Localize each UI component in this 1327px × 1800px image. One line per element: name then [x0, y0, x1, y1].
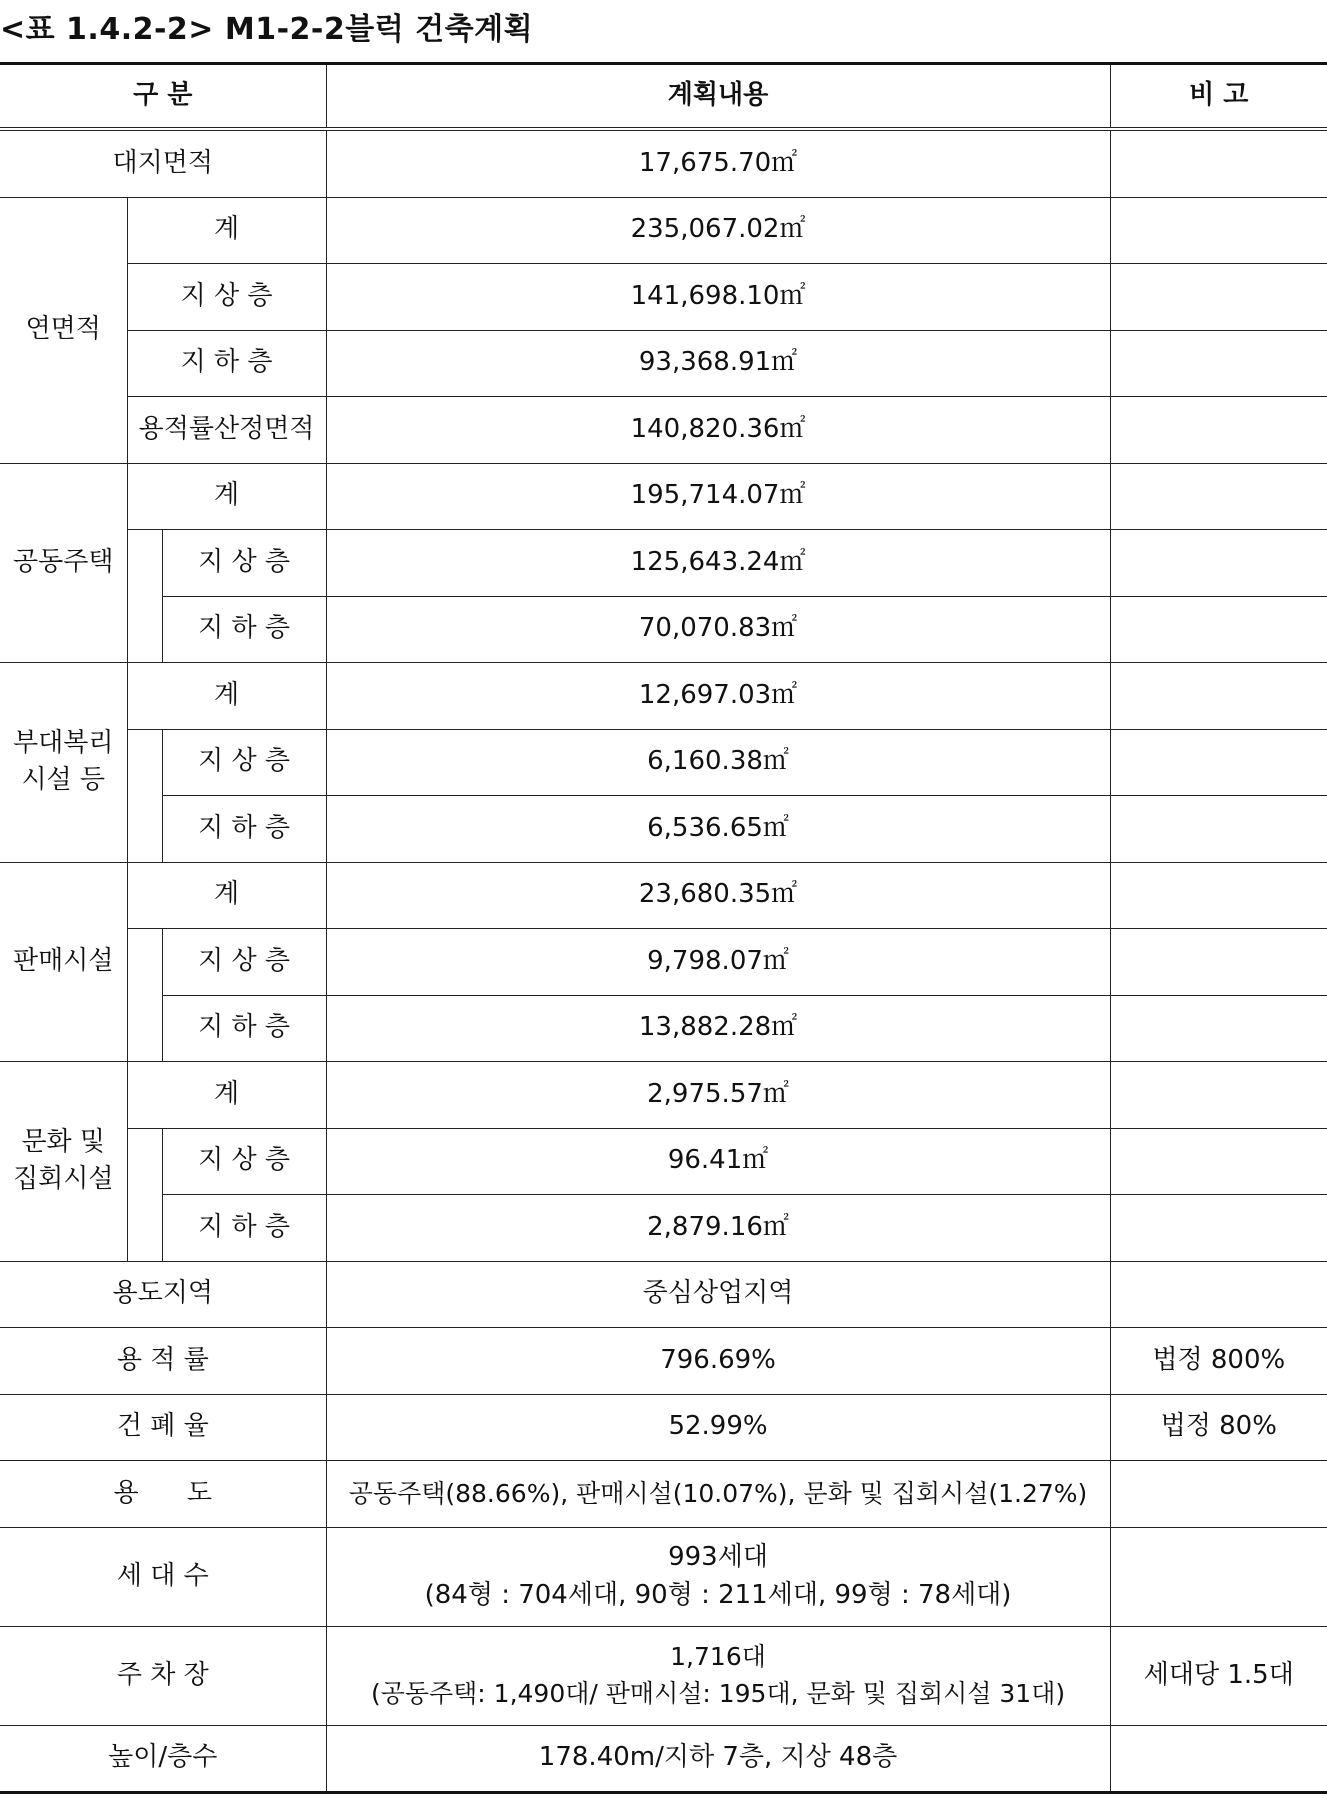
remark-cell	[1110, 796, 1327, 863]
sub-label: 계	[127, 197, 326, 264]
table-row	[0, 929, 1327, 996]
table-row	[0, 1527, 1327, 1626]
parking-line1: 1,716대	[670, 1642, 766, 1672]
culture-below: 2,879.16㎡	[326, 1195, 1110, 1262]
table-row	[0, 397, 1327, 464]
height-value: 178.40m/지하 7층, 지상 48층	[326, 1725, 1110, 1793]
table-row	[0, 1128, 1327, 1195]
table-row	[0, 1328, 1327, 1395]
floor-area-label: 연면적	[0, 197, 127, 463]
retail-total: 23,680.35㎡	[326, 862, 1110, 929]
zoning-value: 중심상업지역	[326, 1261, 1110, 1328]
sub-label: 계	[127, 862, 326, 929]
table-row	[0, 129, 1327, 197]
indent-cell	[127, 929, 162, 1062]
remark-cell	[1110, 1725, 1327, 1793]
table-caption: <표 1.4.2-2> M1-2-2블럭 건축계획	[0, 12, 534, 47]
indent-cell	[127, 530, 162, 663]
remark-cell	[1110, 596, 1327, 663]
header-remarks: 비 고	[1110, 64, 1327, 130]
remark-cell	[1110, 129, 1327, 197]
table-row	[0, 1461, 1327, 1528]
housing-total: 195,714.07㎡	[326, 463, 1110, 530]
remark-cell	[1110, 1062, 1327, 1129]
sub-label: 계	[127, 1062, 326, 1129]
culture-label-line1: 문화 및	[21, 1126, 106, 1157]
sub-label: 지 상 층	[162, 1128, 326, 1195]
sub-label: 계	[127, 663, 326, 730]
sub-label: 지 하 층	[162, 995, 326, 1062]
sub-label: 지 상 층	[162, 729, 326, 796]
use-label: 용 도	[0, 1461, 326, 1528]
households-line1: 993세대	[668, 1541, 768, 1572]
far-ratio-value: 796.69%	[326, 1328, 1110, 1395]
remark-cell	[1110, 862, 1327, 929]
indent-cell	[127, 729, 162, 862]
table-row	[0, 264, 1327, 331]
housing-label: 공동주택	[0, 463, 127, 663]
welfare-label-line1: 부대복리	[13, 727, 114, 758]
floor-area-below: 93,368.91㎡	[326, 330, 1110, 397]
parking-note: 세대당 1.5대	[1110, 1626, 1327, 1725]
culture-above: 96.41㎡	[326, 1128, 1110, 1195]
table-row	[0, 729, 1327, 796]
sub-label: 지 상 층	[162, 530, 326, 597]
culture-label	[0, 1062, 127, 1262]
remark-cell	[1110, 663, 1327, 730]
indent-cell	[127, 1128, 162, 1261]
sub-label: 지 하 층	[162, 796, 326, 863]
remark-cell	[1110, 1128, 1327, 1195]
remark-cell	[1110, 197, 1327, 264]
welfare-total: 12,697.03㎡	[326, 663, 1110, 730]
floor-area-above: 141,698.10㎡	[326, 264, 1110, 331]
table-row	[0, 663, 1327, 730]
header-row	[0, 64, 1327, 130]
floor-area-far: 140,820.36㎡	[326, 397, 1110, 464]
households-label: 세 대 수	[0, 1527, 326, 1626]
sub-label: 계	[127, 463, 326, 530]
coverage-note: 법정 80%	[1110, 1394, 1327, 1461]
table-row	[0, 530, 1327, 597]
welfare-below: 6,536.65㎡	[326, 796, 1110, 863]
housing-below: 70,070.83㎡	[326, 596, 1110, 663]
table-row	[0, 995, 1327, 1062]
welfare-above: 6,160.38㎡	[326, 729, 1110, 796]
sub-label: 지 하 층	[162, 1195, 326, 1262]
sub-label: 지 하 층	[162, 596, 326, 663]
far-ratio-label: 용 적 률	[0, 1328, 326, 1395]
table-row	[0, 463, 1327, 530]
parking-value	[326, 1626, 1110, 1725]
table-row	[0, 1725, 1327, 1793]
culture-label-line2: 집회시설	[13, 1164, 114, 1195]
zoning-label: 용도지역	[0, 1261, 326, 1328]
remark-cell	[1110, 929, 1327, 996]
table-row	[0, 197, 1327, 264]
header-content: 계획내용	[326, 64, 1110, 130]
remark-cell	[1110, 330, 1327, 397]
sub-label: 지 상 층	[127, 264, 326, 331]
remark-cell	[1110, 530, 1327, 597]
site-area-value: 17,675.70㎡	[326, 129, 1110, 197]
use-value: 공동주택(88.66%), 판매시설(10.07%), 문화 및 집회시설(1.27%)	[326, 1461, 1110, 1528]
welfare-label	[0, 663, 127, 863]
welfare-label-line2: 시설 등	[21, 765, 106, 796]
table-row	[0, 1062, 1327, 1129]
remark-cell	[1110, 1461, 1327, 1528]
table-row	[0, 862, 1327, 929]
retail-below: 13,882.28㎡	[326, 995, 1110, 1062]
far-ratio-note: 법정 800%	[1110, 1328, 1327, 1395]
table-row	[0, 596, 1327, 663]
households-value	[326, 1527, 1110, 1626]
remark-cell	[1110, 1527, 1327, 1626]
remark-cell	[1110, 1261, 1327, 1328]
sub-label: 지 하 층	[127, 330, 326, 397]
table-row	[0, 1195, 1327, 1262]
remark-cell	[1110, 995, 1327, 1062]
sub-label: 지 상 층	[162, 929, 326, 996]
height-label: 높이/층수	[0, 1725, 326, 1793]
remark-cell	[1110, 264, 1327, 331]
housing-above: 125,643.24㎡	[326, 530, 1110, 597]
sub-label: 용적률산정면적	[127, 397, 326, 464]
table-row	[0, 1394, 1327, 1461]
header-category: 구 분	[0, 64, 326, 130]
remark-cell	[1110, 397, 1327, 464]
table-row	[0, 330, 1327, 397]
coverage-label: 건 폐 율	[0, 1394, 326, 1461]
parking-label: 주 차 장	[0, 1626, 326, 1725]
retail-above: 9,798.07㎡	[326, 929, 1110, 996]
retail-label: 판매시설	[0, 862, 127, 1062]
coverage-value: 52.99%	[326, 1394, 1110, 1461]
table-row	[0, 796, 1327, 863]
floor-area-total: 235,067.02㎡	[326, 197, 1110, 264]
remark-cell	[1110, 1195, 1327, 1262]
remark-cell	[1110, 463, 1327, 530]
site-area-label: 대지면적	[0, 129, 326, 197]
remark-cell	[1110, 729, 1327, 796]
culture-total: 2,975.57㎡	[326, 1062, 1110, 1129]
households-line2: (84형 : 704세대, 90형 : 211세대, 99형 : 78세대)	[424, 1579, 1012, 1610]
table-row	[0, 1261, 1327, 1328]
building-plan-table	[0, 62, 1327, 1794]
table-row	[0, 1626, 1327, 1725]
parking-line2: (공동주택: 1,490대/ 판매시설: 195대, 문화 및 집회시설 31대)	[370, 1678, 1066, 1708]
